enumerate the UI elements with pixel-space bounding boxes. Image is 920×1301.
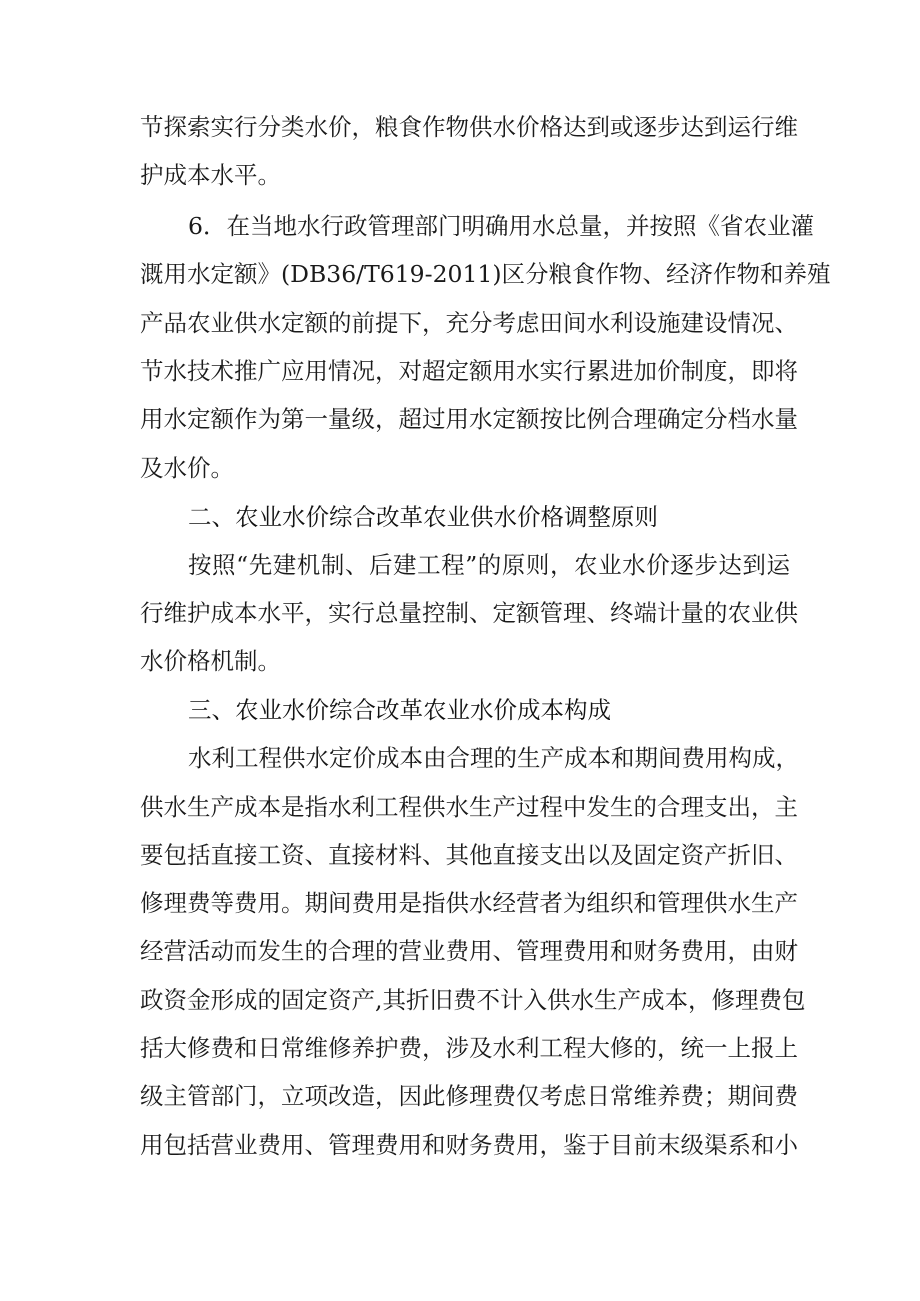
paragraph-line: 节探索实行分类水价，粮食作物供水价格达到或逐步达到运行维 xyxy=(140,113,798,141)
paragraph-line: 经营活动而发生的合理的营业费用、管理费用和财务费用，由财 xyxy=(140,937,798,965)
paragraph-line: 供水生产成本是指水利工程供水生产过程中发生的合理支出，主 xyxy=(140,793,798,821)
section-heading: 三、农业水价综合改革农业水价成本构成 xyxy=(188,696,611,724)
paragraph-line: 级主管部门，立项改造，因此修理费仅考虑日常维养费；期间费 xyxy=(140,1082,798,1110)
paragraph-line: 护成本水平。 xyxy=(140,161,281,189)
paragraph-line: 水利工程供水定价成本由合理的生产成本和期间费用构成， xyxy=(188,744,799,772)
paragraph-line: 及水价。 xyxy=(140,454,234,482)
paragraph-line: 要包括直接工资、直接材料、其他直接支出以及固定资产折旧、 xyxy=(140,841,798,869)
paragraph-line: 6．在当地水行政管理部门明确用水总量，并按照《省农业灌 xyxy=(188,212,814,240)
paragraph-line: 产品农业供水定额的前提下，充分考虑田间水利设施建设情况、 xyxy=(140,309,798,337)
paragraph-line: 溉用水定额》(DB36/T619-2011)区分粮食作物、经济作物和养殖 xyxy=(140,260,831,288)
paragraph-line: 按照“先建机制、后建工程”的原则，农业水价逐步达到运 xyxy=(188,551,790,579)
paragraph-line: 政资金形成的固定资产,其折旧费不计入供水生产成本，修理费包 xyxy=(140,986,806,1014)
paragraph-line: 用包括营业费用、管理费用和财务费用，鉴于目前末级渠系和小 xyxy=(140,1131,798,1159)
paragraph-line: 修理费等费用。期间费用是指供水经营者为组织和管理供水生产 xyxy=(140,889,798,917)
paragraph-line: 节水技术推广应用情况，对超定额用水实行累进加价制度，即将 xyxy=(140,357,798,385)
paragraph-line: 行维护成本水平，实行总量控制、定额管理、终端计量的农业供 xyxy=(140,599,798,627)
paragraph-line: 括大修费和日常维修养护费，涉及水利工程大修的，统一上报上 xyxy=(140,1034,798,1062)
paragraph-line: 水价格机制。 xyxy=(140,647,281,675)
section-heading: 二、农业水价综合改革农业供水价格调整原则 xyxy=(188,503,658,531)
paragraph-line: 用水定额作为第一量级，超过用水定额按比例合理确定分档水量 xyxy=(140,405,798,433)
